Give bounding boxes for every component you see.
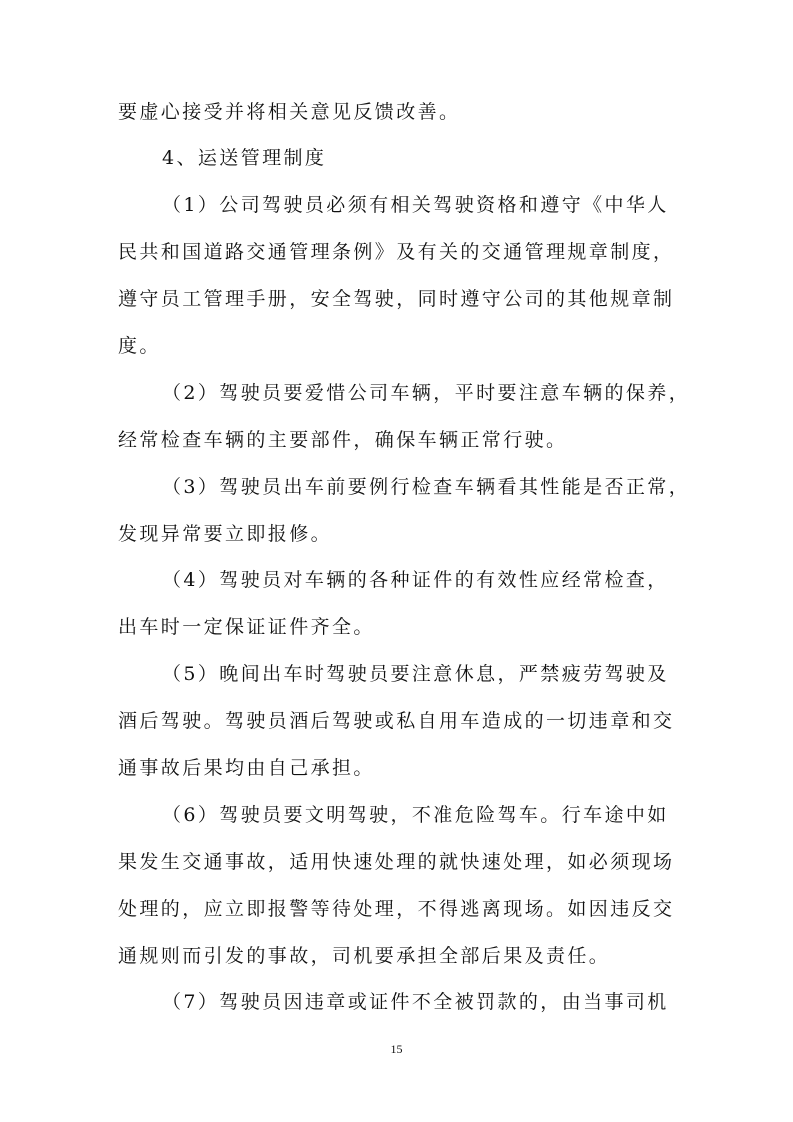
text-line: 经常检查车辆的主要部件，确保车辆正常行驶。 xyxy=(118,428,568,451)
text-line: 4、运送管理制度 xyxy=(162,147,327,170)
text-line: 要虚心接受并将相关意见反馈改善。 xyxy=(118,100,461,123)
body-text xyxy=(118,89,691,1027)
text-line: （4）驾驶员对车辆的各种证件的有效性应经常检查， xyxy=(162,569,669,592)
text-line: 酒后驾驶。驾驶员酒后驾驶或私自用车造成的一切违章和交 xyxy=(118,710,675,733)
text-line: （5）晚间出车时驾驶员要注意休息，严禁疲劳驾驶及 xyxy=(162,663,669,686)
text-line: 度。 xyxy=(118,334,161,357)
paragraph xyxy=(118,979,688,1026)
text-line: 果发生交通事故，适用快速处理的就快速处理，如必须现场 xyxy=(118,850,675,873)
paragraph xyxy=(118,651,688,792)
text-line: 通规则而引发的事故，司机要承担全部后果及责任。 xyxy=(118,944,611,967)
text-line: （7）驾驶员因违章或证件不全被罚款的，由当事司机 xyxy=(162,991,669,1014)
text-line: （3）驾驶员出车前要例行检查车辆看其性能是否正常， xyxy=(162,475,691,498)
paragraph xyxy=(118,135,688,182)
page-number: 15 xyxy=(390,1042,403,1056)
paragraph xyxy=(118,792,688,980)
text-line: （2）驾驶员要爱惜公司车辆，平时要注意车辆的保养， xyxy=(162,381,691,404)
paragraph xyxy=(118,182,688,370)
paragraph xyxy=(118,464,691,558)
text-line: 发现异常要立即报修。 xyxy=(118,522,333,545)
text-line: （6）驾驶员要文明驾驶，不准危险驾车。行车途中如 xyxy=(162,803,669,826)
text-line: 遵守员工管理手册，安全驾驶，同时遵守公司的其他规章制 xyxy=(118,288,675,311)
text-line: （1）公司驾驶员必须有相关驾驶资格和遵守《中华人 xyxy=(162,194,669,217)
text-line: 处理的，应立即报警等待处理，不得逃离现场。如因违反交 xyxy=(118,897,675,920)
text-line: 出车时一定保证证件齐全。 xyxy=(118,616,375,639)
paragraph xyxy=(118,89,688,136)
text-line: 民共和国道路交通管理条例》及有关的交通管理规章制度， xyxy=(118,241,675,264)
text-line: 通事故后果均由自己承担。 xyxy=(118,756,375,779)
paragraph xyxy=(118,557,688,651)
paragraph xyxy=(118,370,691,464)
